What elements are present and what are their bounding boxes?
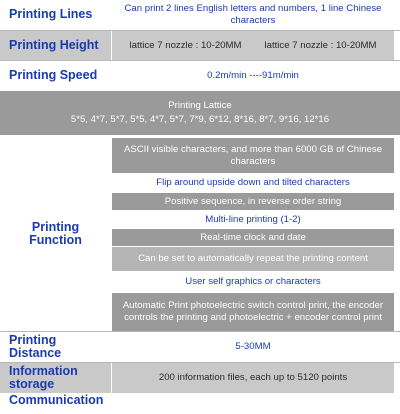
row-printing-lines — [0, 0, 400, 30]
label-printing-distance: Printing Distance — [0, 332, 111, 362]
printing-lattice-value: 5*5, 4*7, 5*7, 5*5, 4*7, 5*7, 7*9, 6*12, 8*16, 8*7, 9*16, 12*16 — [70, 114, 330, 125]
value-printing-speed: 0.2m/min ----91m/min — [112, 61, 394, 90]
value-printing-height-right: lattice 7 nozzle : 10-20MM — [264, 39, 377, 51]
function-item-1: ASCII visible characters, and more than 6000 GB of Chinese characters — [112, 138, 394, 173]
printing-lattice-block — [0, 91, 400, 135]
row-printing-lattice — [0, 91, 400, 135]
label-printing-function-text: Printing Function — [29, 219, 82, 247]
label-communication: Communication — [0, 394, 111, 414]
label-printing-speed: Printing Speed — [0, 61, 111, 90]
label-printing-function — [0, 137, 111, 331]
label-printing-height: Printing Height — [0, 31, 111, 60]
label-information-storage: Information storage — [0, 363, 111, 393]
value-information-storage: 200 information files, each up to 5120 points — [112, 363, 394, 393]
row-printing-distance — [0, 332, 400, 362]
value-printing-height — [112, 31, 394, 60]
function-item-4: Multi-line printing (1-2) — [112, 211, 394, 228]
label-printing-lines: Printing Lines — [0, 0, 111, 30]
function-item-3: Positive sequence, in reverse order string — [112, 193, 394, 210]
row-printing-height — [0, 31, 400, 60]
value-printing-lines: Can print 2 lines English letters and numbers, 1 line Chinese characters — [112, 0, 394, 30]
function-item-6: Can be set to automatically repeat the printing content — [112, 247, 394, 271]
function-item-5: Real-time clock and date — [112, 229, 394, 246]
row-communication — [0, 394, 400, 414]
function-item-2: Flip around upside down and tilted characters — [112, 174, 394, 192]
printing-lattice-title: Printing Lattice — [168, 100, 232, 112]
function-item-8: Automatic Print photoelectric switch control print, the encoder controls the printing and photoelectric + encoder control print — [112, 293, 394, 331]
value-printing-height-left: lattice 7 nozzle : 10-20MM — [129, 39, 242, 51]
value-printing-distance: 5-30MM — [112, 332, 394, 362]
row-printing-speed — [0, 61, 400, 90]
function-item-7: User self graphics or characters — [112, 272, 394, 292]
row-information-storage — [0, 363, 400, 393]
